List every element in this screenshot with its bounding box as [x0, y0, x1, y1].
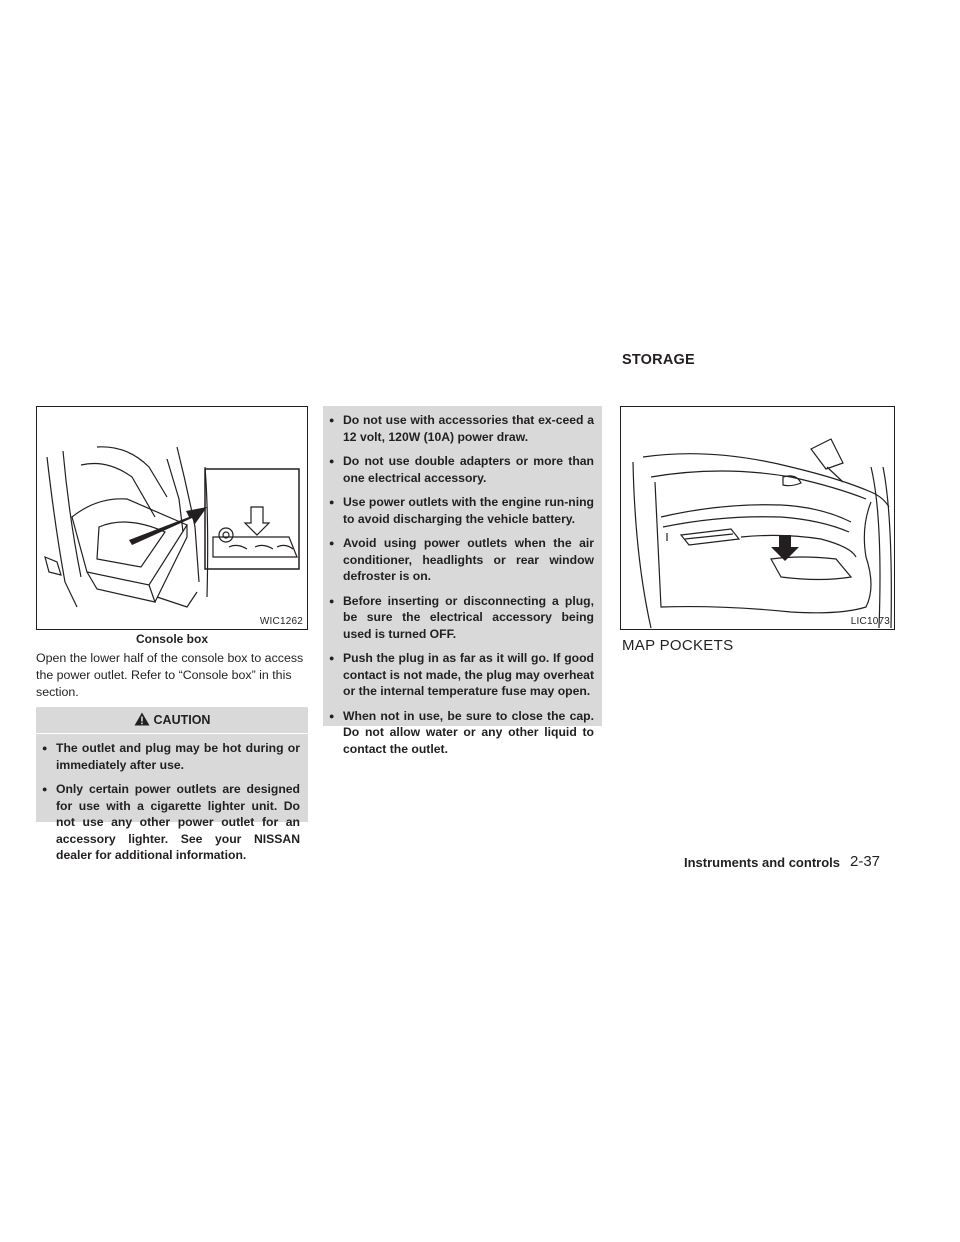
warning-icon	[134, 709, 150, 735]
figure-code: LIC1073	[850, 616, 890, 627]
console-box-illustration	[37, 407, 307, 629]
caution-item: ● Use power outlets with the engine run-ning to avoid discharging the vehicle battery.	[329, 494, 594, 527]
figure-caption: Console box	[135, 632, 208, 646]
caution-item: ● The outlet and plug may be hot during or immediately after use.	[42, 740, 300, 773]
section-title: STORAGE	[622, 352, 695, 368]
subsection-heading: MAP POCKETS	[622, 637, 734, 654]
console-box-figure	[36, 406, 308, 630]
caution-item: ● Avoid using power outlets when the air conditioner, headlights or rear window defroster is on.	[329, 535, 594, 585]
caution-item: ● Before inserting or disconnecting a plug, be sure the electrical accessory being used is turned OFF.	[329, 593, 594, 643]
caution-label: CAUTION	[153, 713, 211, 727]
caution-item: ● Do not use with accessories that ex-ceed a 12 volt, 120W (10A) power draw.	[329, 412, 594, 445]
caution-box-continued	[323, 406, 602, 756]
map-pocket-figure	[620, 406, 895, 630]
caution-item: ● Do not use double adapters or more than one electrical accessory.	[329, 453, 594, 486]
door-panel-illustration	[621, 407, 894, 629]
caution-item: ● Push the plug in as far as it will go. If good contact is not made, the plug may overheat or the internal temperature fuse may open.	[329, 650, 594, 700]
intro-paragraph: Open the lower half of the console box to access the power outlet. Refer to “Console box” in this section.	[36, 651, 304, 699]
page-number: 2-37	[850, 853, 881, 870]
footer-chapter-title: Instruments and controls	[683, 855, 840, 870]
caution-item: ● When not in use, be sure to close the cap. Do not allow water or any other liquid to contact the outlet.	[329, 708, 594, 758]
figure-code: WIC1262	[259, 616, 303, 627]
caution-box	[36, 707, 308, 862]
caution-item: ● Only certain power outlets are designed for use with a cigarette lighter unit. Do not use any other power outlet for an accessory lighter. See your NISSAN dealer for additional information.	[42, 781, 300, 864]
caution-heading	[36, 707, 308, 734]
